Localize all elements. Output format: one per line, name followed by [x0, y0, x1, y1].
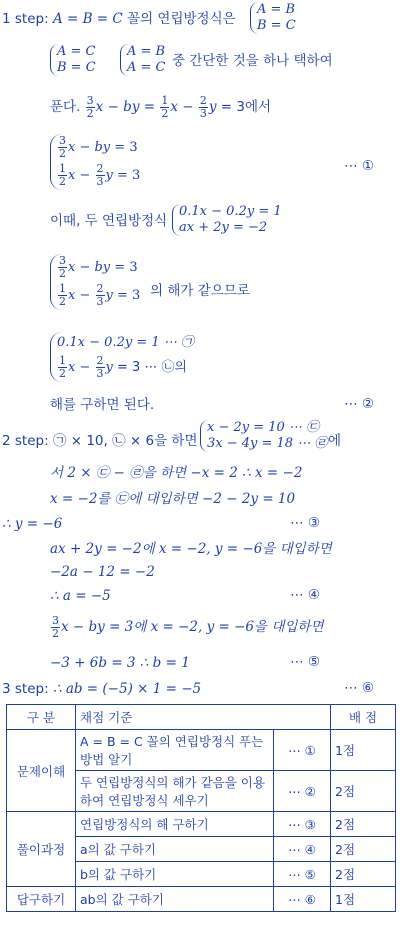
step2-line2: 서 2 × ㉢ − ㉣을 하면 −x = 2 ∴ x = −2: [50, 465, 303, 481]
eq-tail: = 3에서: [220, 99, 272, 115]
step2-line8-text: x − by = 3에 x = −2, y = −6을 대입하면: [61, 619, 324, 635]
step2-line7: ∴ a = −5: [50, 588, 111, 604]
table-header-row: [7, 705, 396, 730]
table-header: 채점 기준: [76, 705, 331, 730]
step2-line6: −2a − 12 = −2: [50, 564, 155, 580]
system-step2: [200, 420, 327, 452]
system-new-row: 0.1x − 0.2y = 1 ⋯ ㉠: [57, 335, 194, 350]
ref-6: ⋯ ⑥: [344, 680, 374, 696]
step3-text: ∴ ab = (−5) × 1 = −5: [52, 681, 202, 697]
step2-line5: ax + 2y = −2에 x = −2, y = −6을 대입하면: [50, 541, 332, 557]
form-row: A = C: [57, 44, 96, 59]
now-text: 이때, 두 연립방정식: [50, 213, 168, 229]
system-a-row: B = C: [257, 18, 296, 33]
form-row: A = B: [127, 44, 166, 59]
step1-label: 1 step:: [2, 11, 49, 27]
system-new: 0.1x − 0.2y = 1 ⋯ ㉠ $\frac{1}{2}$ x − $\frac{2}{3}$ y = 3 ⋯ ㉡의: [50, 332, 194, 382]
score-cell: 2점: [331, 862, 396, 887]
system-a-row: A = B: [257, 2, 296, 17]
find-text: 해를 구하면 된다.: [50, 397, 155, 413]
step2-label: 2 step:: [2, 433, 49, 449]
criteria-cell: ab의 값 구하기: [76, 887, 274, 912]
system-step2-row: 3x − 4y = 18 ⋯ ㉣: [207, 436, 328, 451]
table-row: [7, 812, 396, 837]
ref-4: ⋯ ④: [290, 587, 320, 603]
section-cell: 문제이해: [7, 730, 76, 812]
criteria-cell: b의 값 구하기: [76, 862, 274, 887]
ref-cell: ⋯ ⑤: [274, 862, 331, 887]
criteria-cell: 두 연립방정식의 해가 같음을 이용하여 연립방정식 세우기: [76, 771, 274, 812]
forms-tail: 중 간단한 것을 하나 택하여: [172, 53, 333, 69]
score-cell: 2점: [331, 771, 396, 812]
ref-2: ⋯ ②: [344, 396, 374, 412]
form-row: A = C: [127, 60, 166, 75]
form-row: B = C: [57, 60, 96, 75]
ref-cell: ⋯ ①: [274, 730, 331, 771]
system-a: [250, 2, 296, 34]
criteria-cell: a의 값 구하기: [76, 837, 274, 862]
form-2: [120, 44, 166, 76]
section-cell: 풀이과정: [7, 812, 76, 887]
system-step2-row: x − 2y = 10 ⋯ ㉢: [207, 420, 320, 435]
solve-text: 푼다.: [50, 99, 81, 115]
step2-line1-tail: 에: [328, 433, 342, 449]
system-same: $\frac{3}{2}$ x − by = 3 $\frac{1}{2}$ x − $\frac{2}{3}$ y = 3: [50, 254, 140, 310]
score-cell: 2점: [331, 812, 396, 837]
ref-cell: ⋯ ③: [274, 812, 331, 837]
ref-cell: ⋯ ②: [274, 771, 331, 812]
table-row: [7, 887, 396, 912]
step2-line3: x = −2를 ㉢에 대입하면 −2 − 2y = 10: [50, 491, 296, 507]
ref-3: ⋯ ③: [290, 515, 320, 531]
grading-table: [6, 704, 396, 912]
system-new-tail: = 3 ⋯ ㉡의: [116, 360, 188, 375]
step3-label: 3 step:: [2, 681, 49, 697]
step1-intro: [2, 10, 236, 28]
table-header: 구 분: [7, 705, 76, 730]
intro-text: 꼴의 연립방정식은: [122, 11, 236, 27]
step2-line4: ∴ y = −6: [2, 516, 63, 532]
score-cell: 2점: [331, 837, 396, 862]
intro-math: A = B = C: [52, 11, 123, 27]
criteria-cell: 연립방정식의 해 구하기: [76, 812, 274, 837]
criteria-cell: A = B = C 꼴의 연립방정식 푸는 방법 알기: [76, 730, 274, 771]
step3-line: [2, 680, 201, 698]
table-row: [7, 730, 396, 771]
given-row: ax + 2y = −2: [179, 220, 268, 235]
ref-5: ⋯ ⑤: [290, 654, 320, 670]
table-header: 배 점: [331, 705, 396, 730]
given-row: 0.1x − 0.2y = 1: [179, 204, 282, 219]
ref-cell: ⋯ ⑥: [274, 887, 331, 912]
ref-1: ⋯ ①: [344, 158, 374, 174]
given-system: [172, 204, 282, 236]
step2-line9: −3 + 6b = 3 ∴ b = 1: [50, 655, 190, 671]
ref-cell: ⋯ ④: [274, 837, 331, 862]
score-cell: 1점: [331, 730, 396, 771]
system-1: $\frac{3}{2}$ x − by = 3 $\frac{1}{2}$ x − $\frac{2}{3}$ y = 3: [50, 134, 140, 190]
same-solution-text: 의 해가 같으므로: [150, 283, 250, 299]
section-cell: 답구하기: [7, 887, 76, 912]
step2-line1-text: ㉠ × 10, ㉡ × 6을 하면: [52, 433, 198, 449]
form-1: [50, 44, 96, 76]
solve-line: 푼다. $\frac{3}{2}$ x − by = $\frac{1}{2}$ x − $\frac{2}{3}$ y = 3에서: [50, 93, 272, 120]
score-cell: 1점: [331, 887, 396, 912]
step2-line1: [2, 432, 198, 450]
step2-line8: $\frac{3}{2}$ x − by = 3에 x = −2, y = −6을 대입하면: [52, 613, 324, 640]
